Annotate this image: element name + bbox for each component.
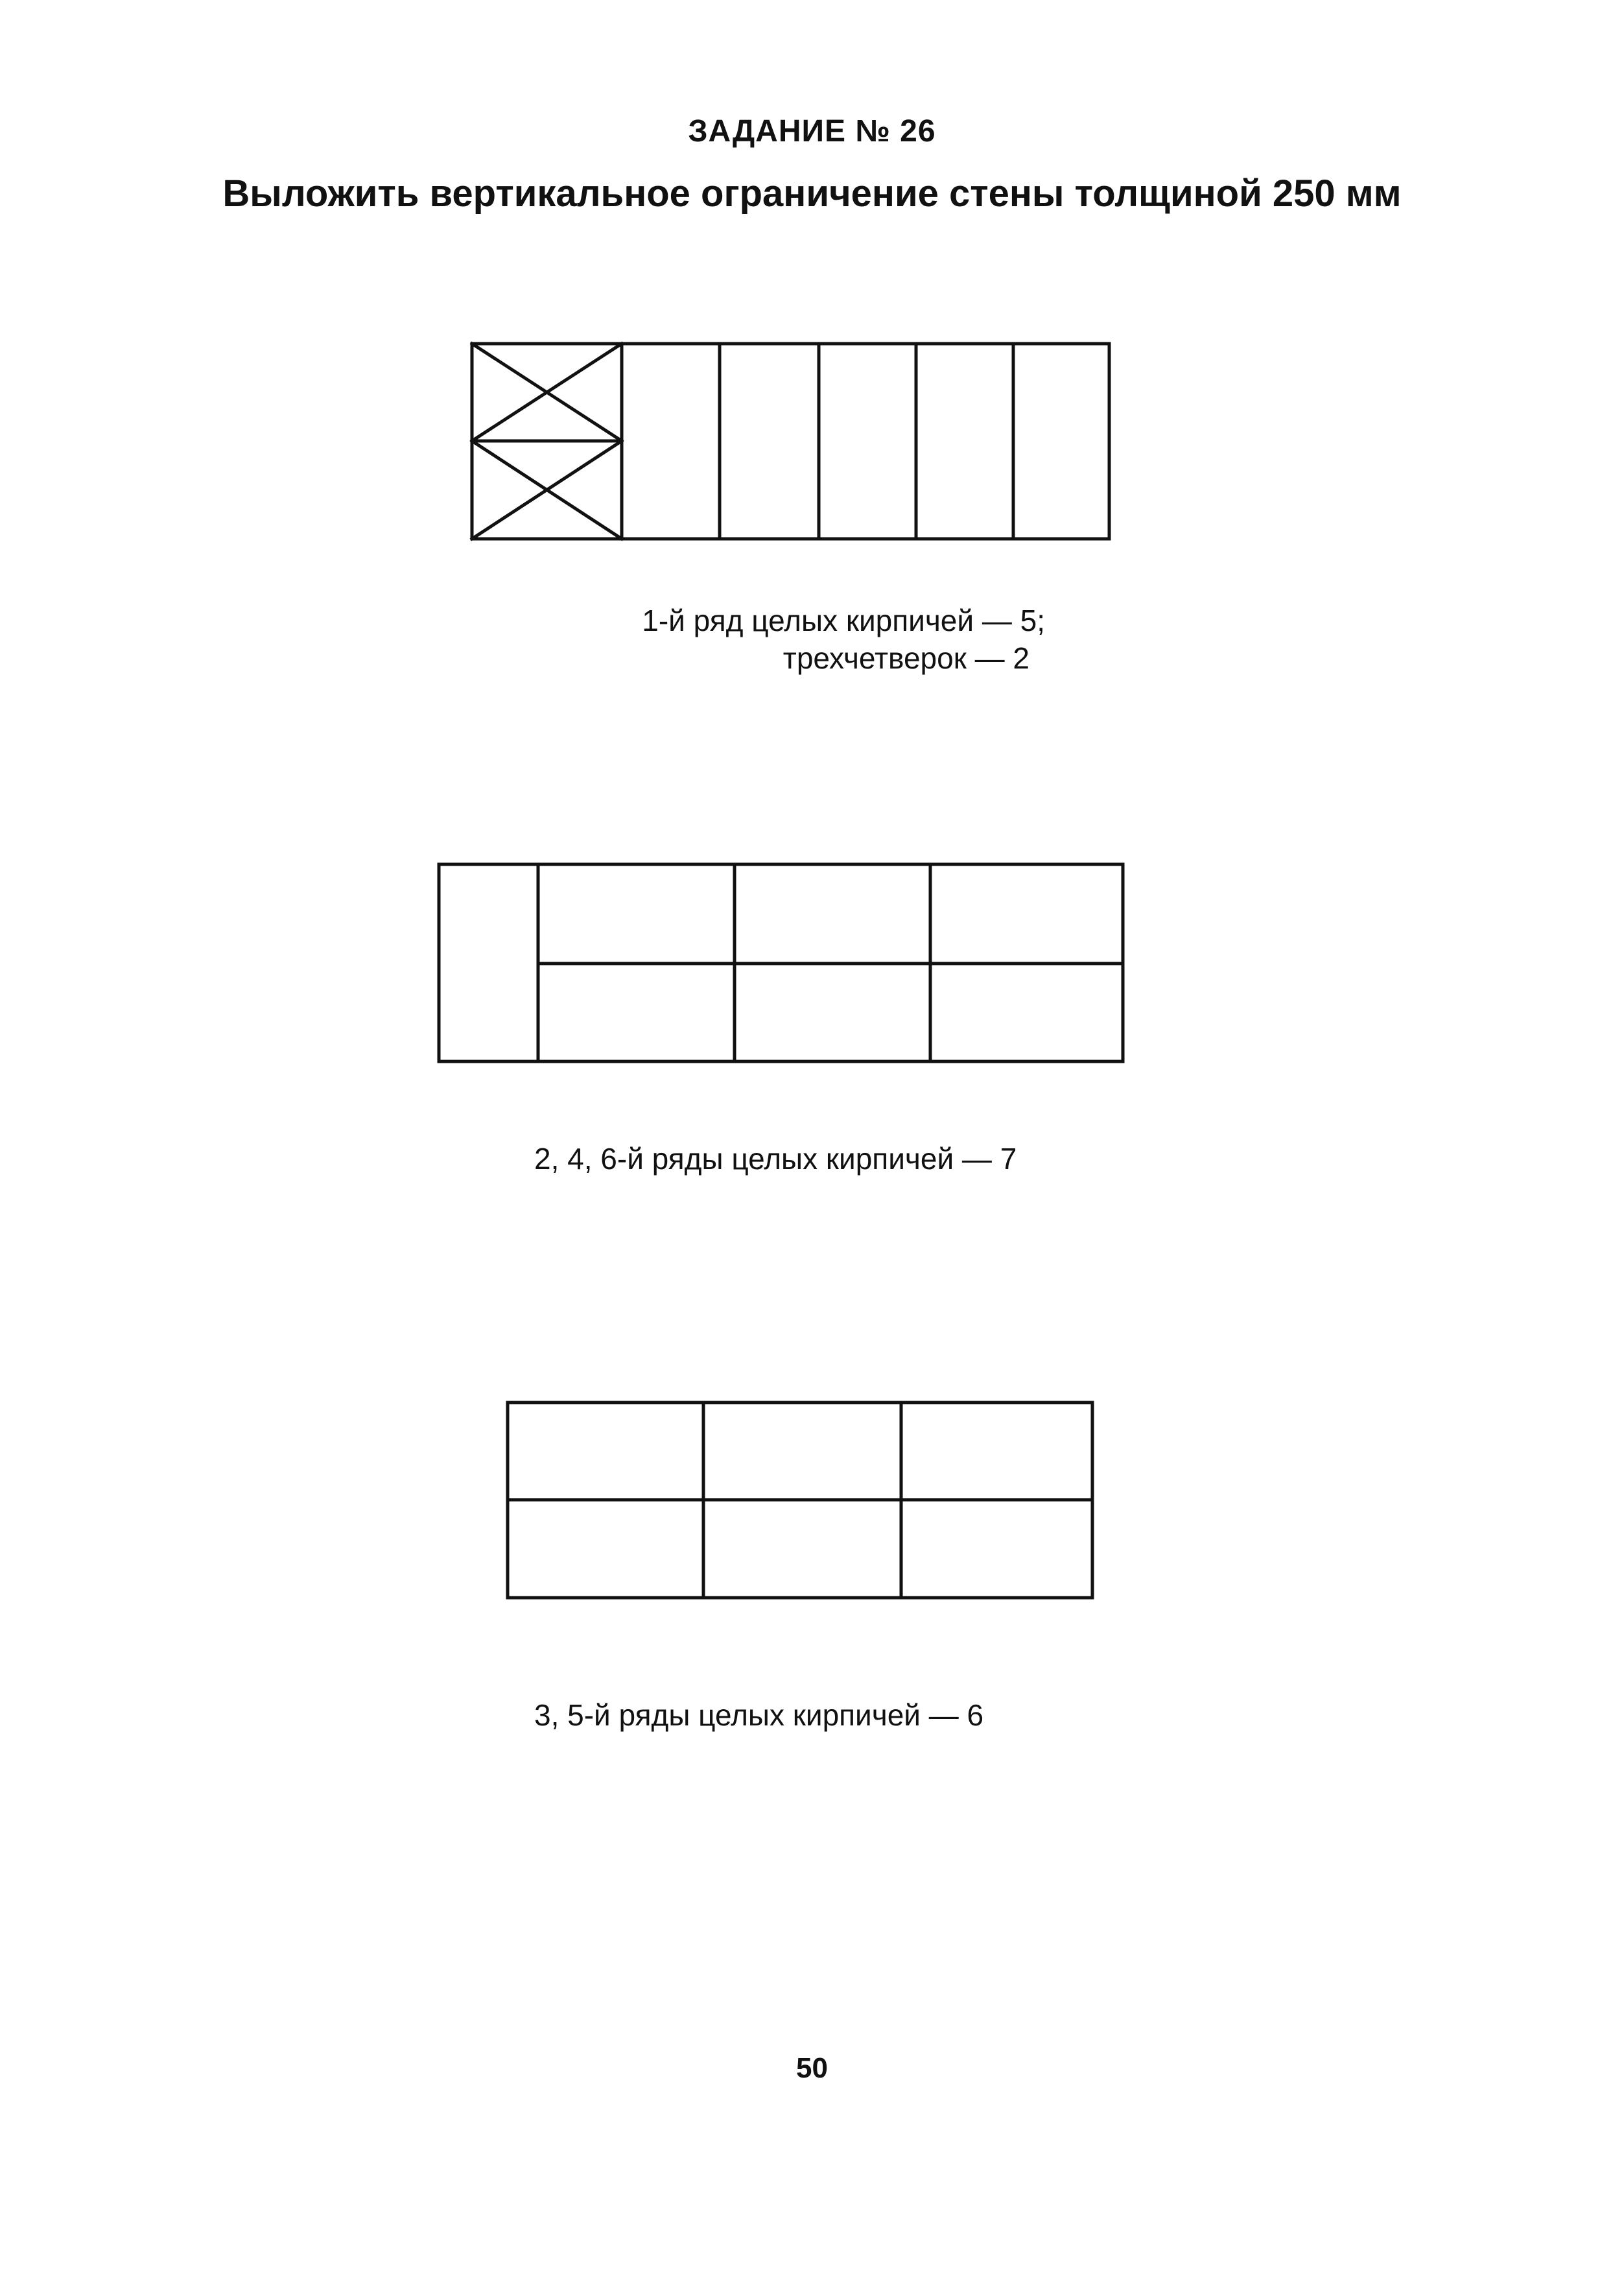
row-1-caption-line-2: трехчетверок — 2 [783, 641, 1030, 675]
page-number: 50 [796, 2052, 828, 2084]
row-1-diagram [472, 344, 1109, 539]
row-2-caption: 2, 4, 6-й ряды целых кирпичей — 7 [534, 1142, 1017, 1176]
row-3-caption: 3, 5-й ряды целых кирпичей — 6 [534, 1698, 984, 1732]
task-title: Выложить вертикальное ограничение стены толщиной 250 мм [222, 172, 1402, 215]
task-number: ЗАДАНИЕ № 26 [688, 114, 936, 148]
row-2-diagram [439, 864, 1123, 1061]
row-3-diagram [508, 1403, 1092, 1598]
row-1-caption-line-1: 1-й ряд целых кирпичей — 5; [642, 604, 1045, 637]
